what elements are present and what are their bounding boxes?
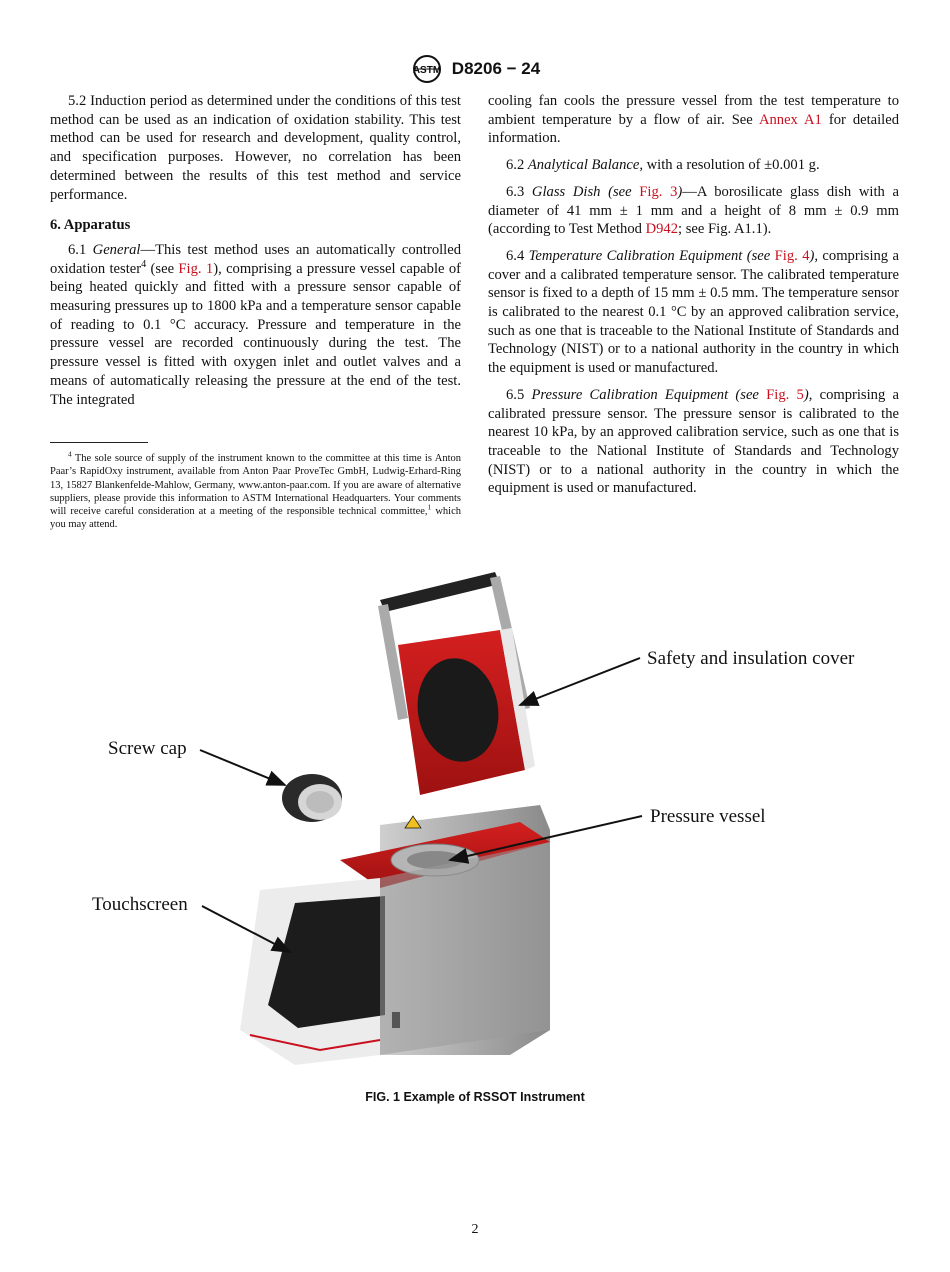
document-designation: D8206 − 24 <box>451 59 541 78</box>
paragraph-6-3: 6.3 Glass Dish (see Fig. 3)—A borosilicate glass dish with a diameter of 41 mm ± 1 mm and a height of 8 mm ± 0.9 mm (according to Test Method D942; see Fig. A1.1). <box>488 183 899 238</box>
logo-text: ASTM <box>412 65 441 76</box>
instrument-figure <box>80 560 880 1080</box>
instrument-photo <box>240 572 550 1065</box>
paragraph-6-5: 6.5 Pressure Calibration Equipment (see Fig. 5), comprising a calibrated pressure sensor. The pressure sensor is calibrated to the nearest 10 kPa, by an approved calibration service, such as one that is traceable to the National Institute of Standards and Technology (NIST) or to a national authority in the country in which the equipment is used or manufactured. <box>488 386 899 497</box>
label-pressure-vessel: Pressure vessel <box>650 806 766 827</box>
astm-logo-icon <box>410 54 444 84</box>
page-header <box>0 54 950 84</box>
arrow-cover <box>520 658 640 705</box>
label-safety-cover: Safety and insulation cover <box>647 648 855 669</box>
annex-a1-link[interactable]: Annex A1 <box>758 111 822 128</box>
fig1-link[interactable]: Fig. 1 <box>178 260 214 277</box>
paragraph-6-2: 6.2 Analytical Balance, with a resolution of ±0.001 g. <box>506 157 820 174</box>
fig4-link[interactable]: Fig. 4 <box>774 247 810 264</box>
d942-link[interactable]: D942 <box>645 221 679 238</box>
footnote-4: $^4$ The sole source of supply of the instrument known to the committee at this time is Anton Paar’s RapidOxy instrument, available from Anton Paar ProveTec GmbH, Ludwig-Erhard-Ring 13, 15827 Blankenfelde-Mahlow, Germany, www.anton-paar.com. If you are aware of alternative suppliers, please provide this information to ASTM International Headquarters. Your comments will receive careful consideration at a meeting of the responsible technical committee,$^1$ which you may attend. <box>50 449 461 531</box>
figure-caption: FIG. 1 Example of RSSOT Instrument <box>365 1090 585 1104</box>
section-heading-apparatus: 6. Apparatus <box>50 217 131 234</box>
arrow-screw-cap <box>200 750 285 785</box>
fig3-link[interactable]: Fig. 3 <box>639 183 678 200</box>
fig5-link[interactable]: Fig. 5 <box>766 386 804 403</box>
paragraph-6-1: 6.1 General—This test method uses an automatically controlled oxidation tester$^4$ (see Fig. 1), comprising a pressure vessel capable of being heated quickly and fitted with a pressure sensor capable of measuring pressures up to 1800 kPa and a temperature sensor capable of reading to 0.1 °C accuracy. Pressure and temperature in the pressure vessel are recorded continuously during the test. The pressure vessel is fitted with oxygen inlet and outlet valves and a means of automatically releasing the pressure at the end of the test. The integrated <box>50 241 462 408</box>
paragraph-5-2: 5.2 Induction period as determined under the conditions of this test method can be used as an indication of oxidation stability. This test method can be used for research and development, quality control, and specification purposes. However, no correlation has been determined between the results of this test method and service performance. <box>50 93 461 203</box>
left-column <box>50 92 461 417</box>
paragraph-6-4: 6.4 Temperature Calibration Equipment (see Fig. 4), comprising a cover and a calibrated temperature sensor. The calibrated temperature sensor is fixed to a depth of 15 mm ± 0.5 mm. The temperature sensor is calibrated to the nearest 0.1 °C by an approved calibration service, such as one that is traceable to the National Institute of Standards and Technology (NIST) or to a national authority in the country in which the equipment is used or manufactured. <box>488 247 899 377</box>
footnote-rule <box>50 442 148 443</box>
label-touchscreen: Touchscreen <box>92 894 188 915</box>
right-column <box>488 92 899 506</box>
label-screw-cap: Screw cap <box>108 738 187 759</box>
paragraph-continuation: cooling fan cools the pressure vessel from the test temperature to ambient temperature by a flow of air. See Annex A1 for detailed information. <box>488 93 900 147</box>
page-number: 2 <box>471 1222 479 1237</box>
